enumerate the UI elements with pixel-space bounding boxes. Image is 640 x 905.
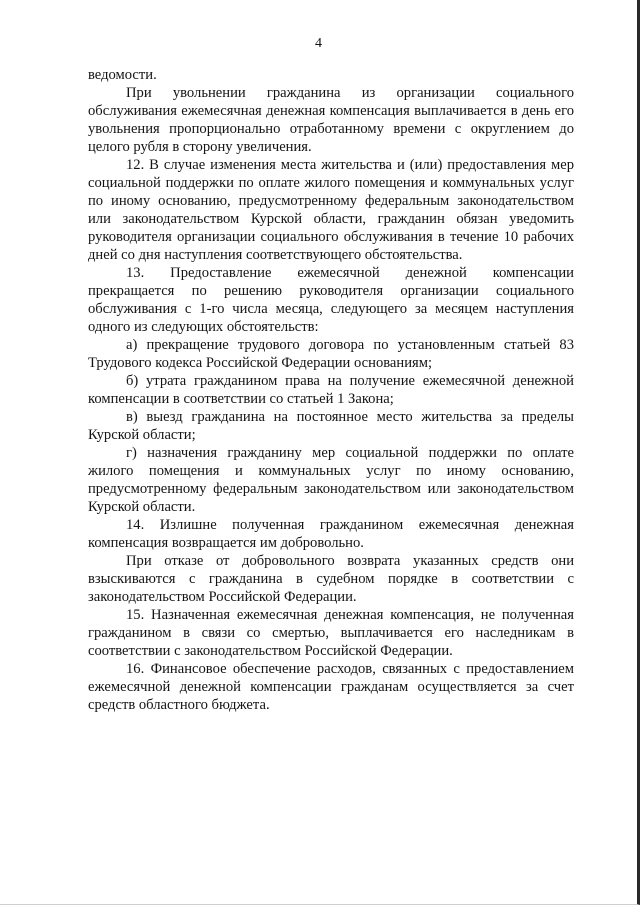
paragraph-15: 15. Назначенная ежемесячная денежная компенсация, не полученная гражданином в связи со смертью, выплачивается его наследникам в соответствии с законодательством Российской Федерации. [88, 607, 574, 659]
list-item-v: в) выезд гражданина на постоянное место жительства за пределы Курской области; [88, 409, 574, 443]
paragraph-vedomosti: ведомости. [88, 67, 157, 83]
list-item-a: а) прекращение трудового договора по установленным статьей 83 Трудового кодекса Российской Федерации основаниям; [88, 337, 574, 371]
list-item-b: б) утрата гражданином права на получение ежемесячной денежной компенсации в соответствии со статьей 1 Закона; [88, 373, 574, 407]
paragraph-dismissal: При увольнении гражданина из организации социального обслуживания ежемесячная денежная компенсация выплачивается в день его увольнения пропорционально отработанному времени с округлением до целого рубля в сторону увеличения. [88, 85, 574, 155]
list-item-g: г) назначения гражданину мер социальной поддержки по оплате жилого помещения и коммунальных услуг по иному основанию, предусмотренному федеральным законодательством или законодательством Курской области. [88, 445, 574, 515]
paragraph-16: 16. Финансовое обеспечение расходов, связанных с предоставлением ежемесячной денежной компенсации гражданам осуществляется за счет средств областного бюджета. [88, 661, 574, 713]
paragraph-14: 14. Излишне полученная гражданином ежемесячная денежная компенсация возвращается им добровольно. [88, 517, 574, 551]
page-number: 4 [315, 36, 322, 51]
paragraph-13: 13. Предоставление ежемесячной денежной компенсации прекращается по решению руководителя организации социального обслуживания с 1-го числа месяца, следующего за месяцем наступления одного из следующих обстоятельств: [88, 265, 574, 335]
paragraph-12: 12. В случае изменения места жительства и (или) предоставления мер социальной поддержки по оплате жилого помещения и коммунальных услуг по иному основанию, предусмотренному федеральным законодательством или законодательством Курской области, гражданин обязан уведомить руководителя организации социального обслуживания в течение 10 рабочих дней со дня наступления соответствующего обстоятельства. [88, 157, 574, 263]
document-body [88, 66, 574, 714]
paragraph-refusal: При отказе от добровольного возврата указанных средств они взыскиваются с гражданина в судебном порядке в соответствии с законодательством Российской Федерации. [88, 553, 574, 605]
